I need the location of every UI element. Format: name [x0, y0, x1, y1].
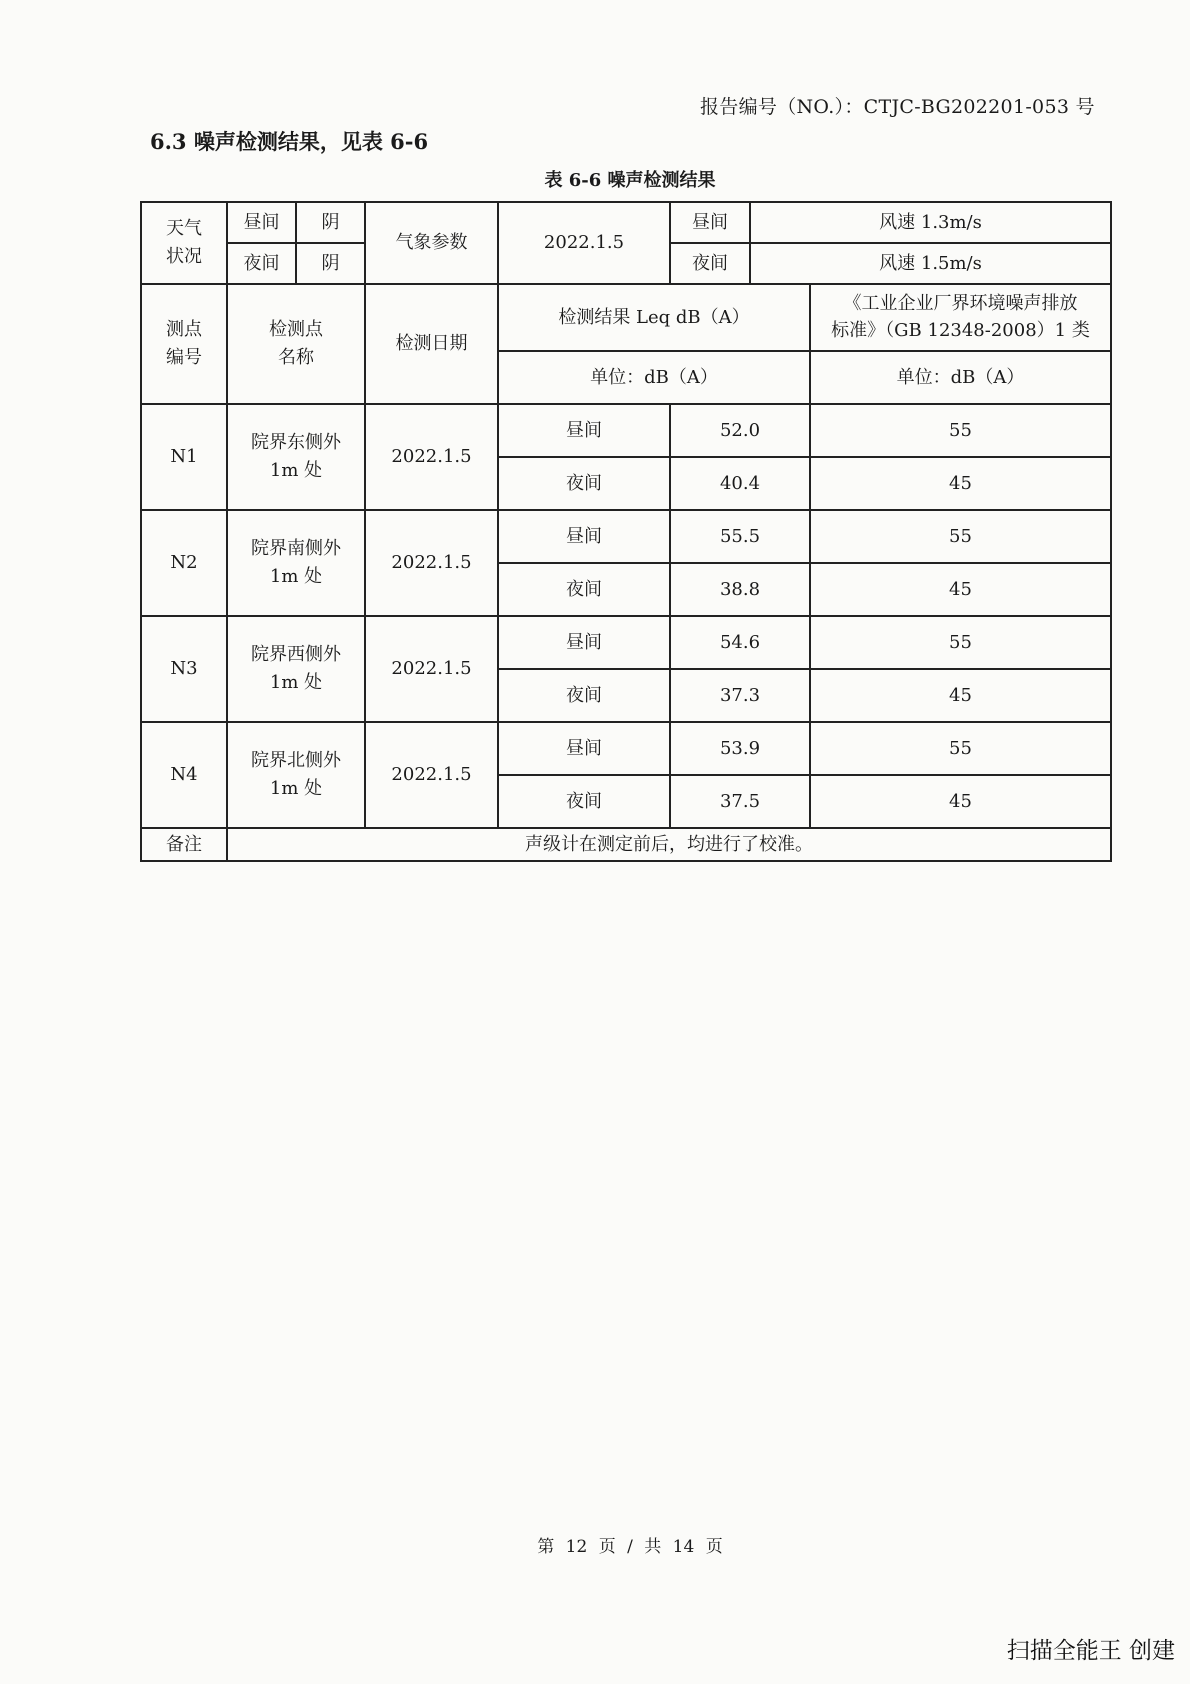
point-date: 2022.1.5	[365, 722, 498, 828]
limit-value: 45	[810, 457, 1111, 510]
header-date: 检测日期	[365, 284, 498, 404]
remark-row	[141, 828, 1111, 861]
scanner-watermark: 扫描全能王 创建	[1006, 1638, 1175, 1664]
param-day-value: 风速 1.3m/s	[750, 202, 1111, 243]
point-name: 院界东侧外 1m 处	[227, 404, 365, 510]
point-id: N4	[141, 722, 227, 828]
weather-day-label: 昼间	[227, 202, 296, 243]
measured-value: 53.9	[670, 722, 810, 775]
measured-value: 55.5	[670, 510, 810, 563]
limit-value: 45	[810, 563, 1111, 616]
noise-results-table	[140, 201, 1112, 862]
param-day-label: 昼间	[670, 202, 750, 243]
point-date: 2022.1.5	[365, 510, 498, 616]
measured-value: 37.3	[670, 669, 810, 722]
period-label: 夜间	[498, 669, 670, 722]
header-point-name: 检测点 名称	[227, 284, 365, 404]
point-name: 院界北侧外 1m 处	[227, 722, 365, 828]
page-footer: 第 12 页 / 共 14 页	[537, 1537, 723, 1557]
period-label: 夜间	[498, 457, 670, 510]
weather-row-day	[141, 202, 1111, 243]
weather-day-value: 阴	[296, 202, 365, 243]
unit-result: 单位：dB（A）	[498, 351, 810, 404]
table-row	[141, 510, 1111, 563]
point-date: 2022.1.5	[365, 404, 498, 510]
table-row	[141, 404, 1111, 457]
param-night-label: 夜间	[670, 243, 750, 284]
point-date: 2022.1.5	[365, 616, 498, 722]
weather-label: 天气 状况	[141, 202, 227, 284]
measured-value: 38.8	[670, 563, 810, 616]
period-label: 夜间	[498, 775, 670, 828]
weather-params-label: 气象参数	[365, 202, 498, 284]
measured-value: 37.5	[670, 775, 810, 828]
limit-value: 55	[810, 722, 1111, 775]
table-row	[141, 722, 1111, 775]
period-label: 昼间	[498, 510, 670, 563]
period-label: 夜间	[498, 563, 670, 616]
remark-text: 声级计在测定前后，均进行了校准。	[227, 828, 1111, 861]
param-night-value: 风速 1.5m/s	[750, 243, 1111, 284]
header-result: 检测结果 Leq dB（A）	[498, 284, 810, 351]
table-caption: 表 6-6 噪声检测结果	[544, 170, 716, 191]
point-id: N2	[141, 510, 227, 616]
weather-date: 2022.1.5	[498, 202, 670, 284]
period-label: 昼间	[498, 722, 670, 775]
unit-standard: 单位：dB（A）	[810, 351, 1111, 404]
weather-night-label: 夜间	[227, 243, 296, 284]
limit-value: 55	[810, 616, 1111, 669]
measured-value: 54.6	[670, 616, 810, 669]
point-id: N3	[141, 616, 227, 722]
limit-value: 55	[810, 510, 1111, 563]
limit-value: 55	[810, 404, 1111, 457]
limit-value: 45	[810, 775, 1111, 828]
measured-value: 52.0	[670, 404, 810, 457]
header-point-no: 测点 编号	[141, 284, 227, 404]
header-row	[141, 284, 1111, 351]
limit-value: 45	[810, 669, 1111, 722]
point-name: 院界南侧外 1m 处	[227, 510, 365, 616]
period-label: 昼间	[498, 404, 670, 457]
period-label: 昼间	[498, 616, 670, 669]
point-name: 院界西侧外 1m 处	[227, 616, 365, 722]
table-row	[141, 616, 1111, 669]
section-title: 6.3 噪声检测结果，见表 6-6	[150, 129, 429, 154]
weather-night-value: 阴	[296, 243, 365, 284]
point-id: N1	[141, 404, 227, 510]
measured-value: 40.4	[670, 457, 810, 510]
report-number: 报告编号（NO.）：CTJC-BG202201-053 号	[700, 96, 1095, 118]
header-standard: 《工业企业厂界环境噪声排放 标准》（GB 12348-2008）1 类	[810, 284, 1111, 351]
remark-label: 备注	[141, 828, 227, 861]
